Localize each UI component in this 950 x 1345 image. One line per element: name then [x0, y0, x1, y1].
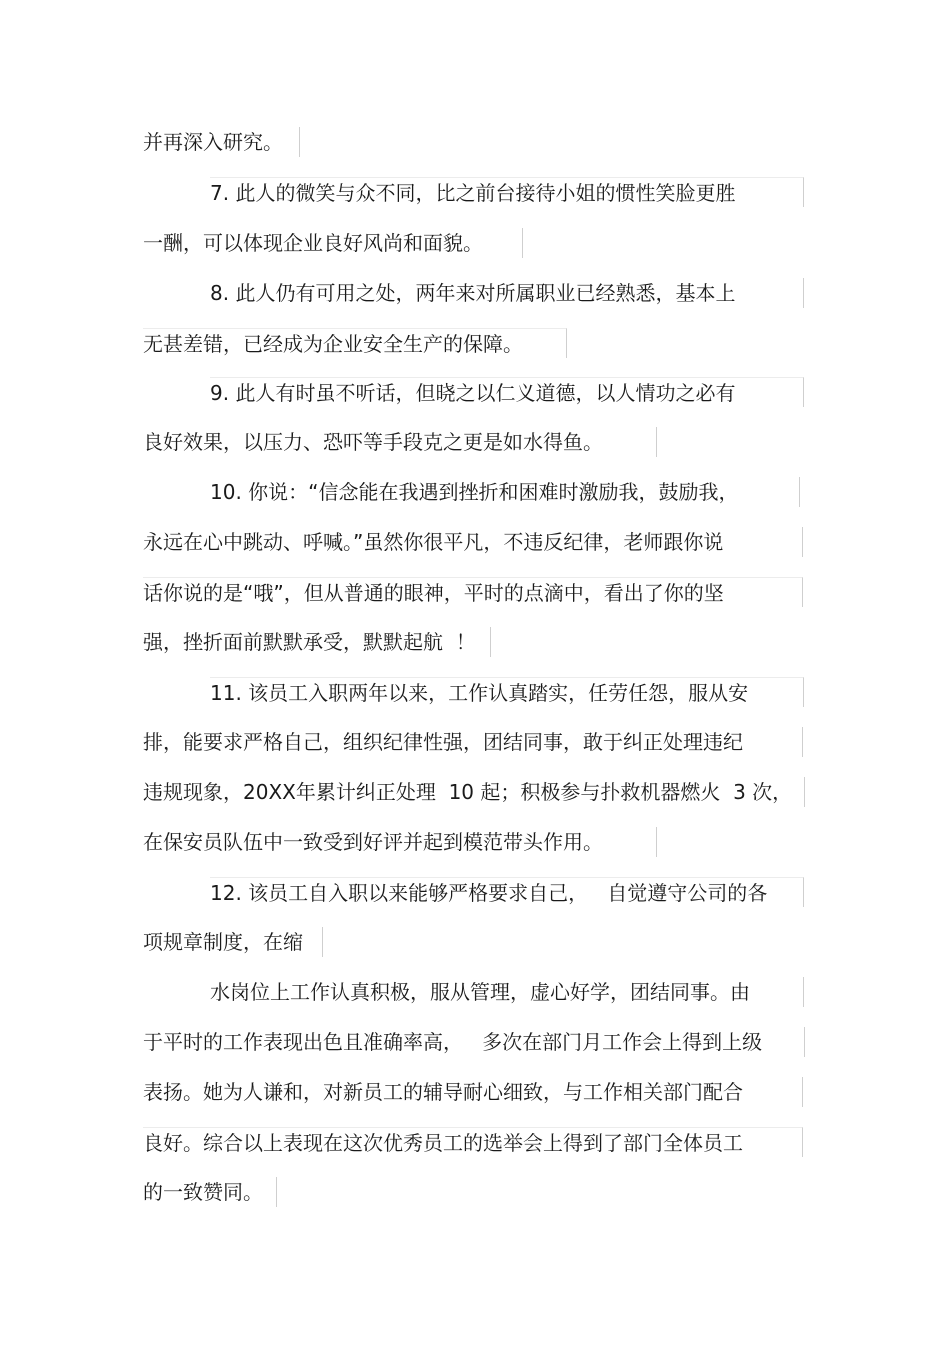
- text-line: 强，挫折面前默默承受，默默起航 ！: [143, 627, 491, 657]
- text-line: 项规章制度，在缩: [143, 927, 323, 957]
- text-line: 良好。综合以上表现在这次优秀员工的选举会上得到了部门全体员工: [143, 1127, 803, 1157]
- text-line: 话你说的是“哦”，但从普通的眼神，平时的点滴中，看出了你的坚: [143, 577, 803, 607]
- text-line: 违规现象，20XX年累计纠正处理 10 起；积极参与扑救机器燃火 3 次，: [143, 777, 805, 807]
- text-line: 的一致赞同。: [143, 1177, 277, 1207]
- text-line: 良好效果，以压力、恐吓等手段克之更是如水得鱼。: [143, 427, 657, 457]
- text-line: 10. 你说：“信念能在我遇到挫折和困难时激励我，鼓励我，: [210, 477, 800, 507]
- text-line: 7. 此人的微笑与众不同，比之前台接待小姐的惯性笑脸更胜: [210, 177, 804, 207]
- text-line: 水岗位上工作认真积极，服从管理，虚心好学，团结同事。由: [210, 977, 804, 1007]
- text-line: 一酬，可以体现企业良好风尚和面貌。: [143, 228, 523, 258]
- text-line: 12. 该员工自入职以来能够严格要求自己， 自觉遵守公司的各: [210, 877, 804, 907]
- text-line: 11. 该员工入职两年以来，工作认真踏实，任劳任怨，服从安: [210, 677, 804, 707]
- text-line: 8. 此人仍有可用之处，两年来对所属职业已经熟悉，基本上: [210, 278, 804, 308]
- text-line: 表扬。她为人谦和，对新员工的辅导耐心细致，与工作相关部门配合: [143, 1077, 803, 1107]
- text-line: 永远在心中跳动、呼喊。”虽然你很平凡，不违反纪律，老师跟你说: [143, 527, 803, 557]
- text-line: 9. 此人有时虽不听话，但晓之以仁义道德，以人情功之必有: [210, 377, 804, 407]
- text-line: 无甚差错，已经成为企业安全生产的保障。: [143, 328, 567, 358]
- text-line: 排，能要求严格自己，组织纪律性强，团结同事，敢于纠正处理违纪: [143, 727, 803, 757]
- text-line: 并再深入研究。: [143, 127, 300, 157]
- text-line: 于平时的工作表现出色且准确率高， 多次在部门月工作会上得到上级: [143, 1027, 805, 1057]
- text-line: 在保安员队伍中一致受到好评并起到模范带头作用。: [143, 827, 657, 857]
